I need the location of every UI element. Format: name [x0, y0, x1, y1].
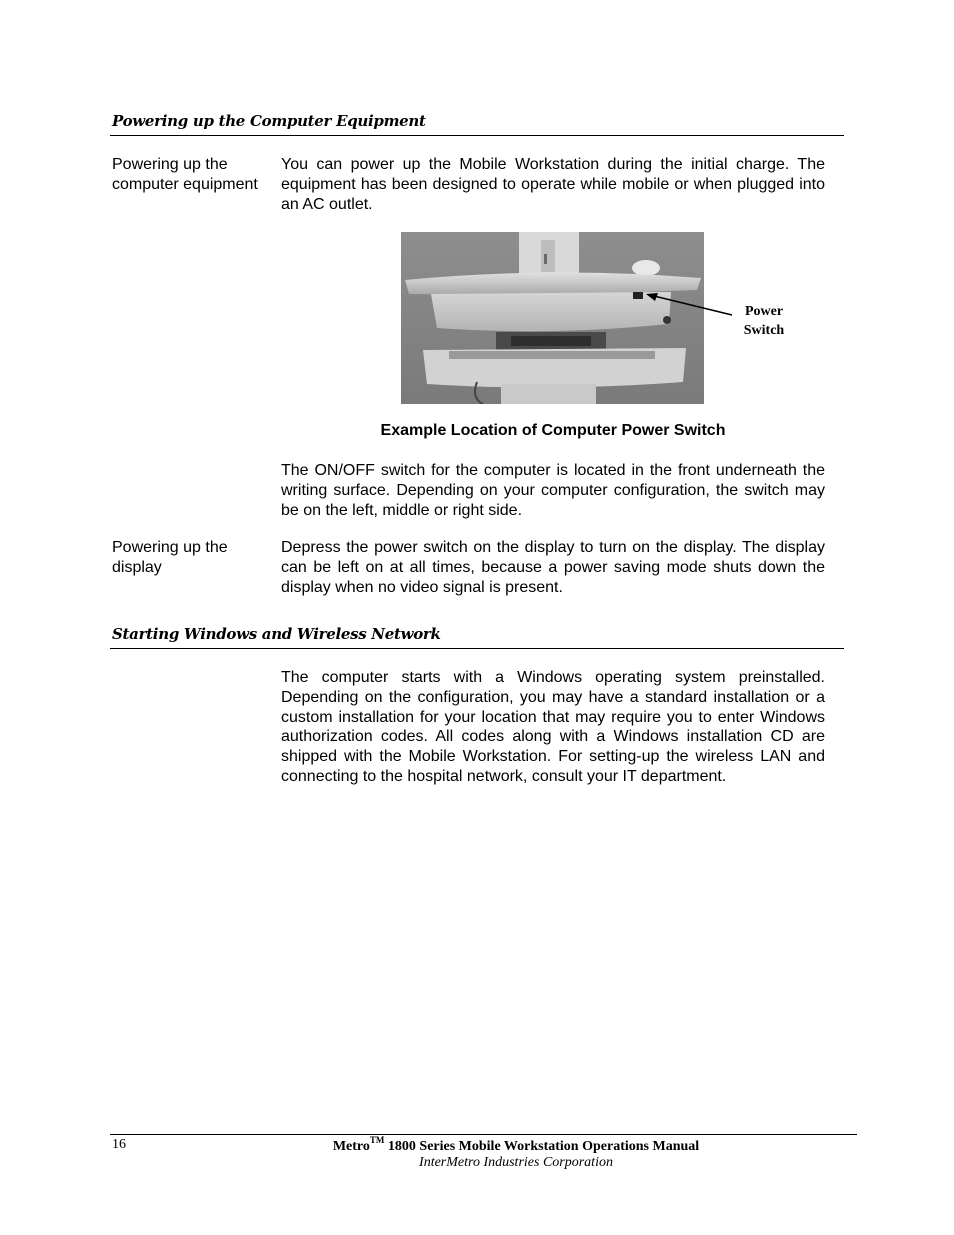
page-number: 16	[112, 1137, 126, 1152]
callout-arrow	[640, 285, 740, 325]
paragraph-display-power: Depress the power switch on the display to turn on the display. The display can be left on at all times, because a power saving mode shuts down the display when no video signal is present.	[281, 539, 825, 596]
footer-corporation: InterMetro Industries Corporation	[419, 1155, 613, 1170]
footer-manual-title	[300, 1135, 732, 1155]
footer-title-rest: 1800 Series Mobile Workstation Operations Manual	[384, 1139, 700, 1154]
side-label-computer: Powering up the computer equipment	[112, 156, 258, 193]
power-switch-callout: Power Switch	[743, 304, 785, 338]
figure-caption: Example Location of Computer Power Switch	[380, 422, 726, 439]
section-heading-powering-up: Powering up the Computer Equipment	[112, 112, 426, 130]
paragraph-on-off-switch: The ON/OFF switch for the computer is located in the front underneath the writing surface. Depending on your computer configuration, the switch may be on the left, middle or right side.	[281, 462, 825, 519]
trademark-mark: TM	[369, 1135, 385, 1145]
section-rule	[110, 648, 844, 649]
paragraph-initial-charge: You can power up the Mobile Workstation during the initial charge. The equipment has been designed to operate while mobile or when plugged into an AC outlet.	[281, 156, 825, 213]
section-heading-starting-windows: Starting Windows and Wireless Network	[112, 625, 441, 643]
footer-brand: Metro	[332, 1139, 370, 1154]
side-label-display: Powering up the display	[112, 539, 228, 576]
paragraph-windows-setup: The computer starts with a Windows operating system preinstalled. Depending on the configuration, you may have a standard installation or a custom installation for your location that may require you to enter Windows authorization codes. All codes along with a Windows installation CD are shipped with the Mobile Workstation. For setting-up the wireless LAN and connecting to the hospital network, consult your IT department.	[281, 669, 825, 785]
section-rule	[110, 135, 844, 136]
